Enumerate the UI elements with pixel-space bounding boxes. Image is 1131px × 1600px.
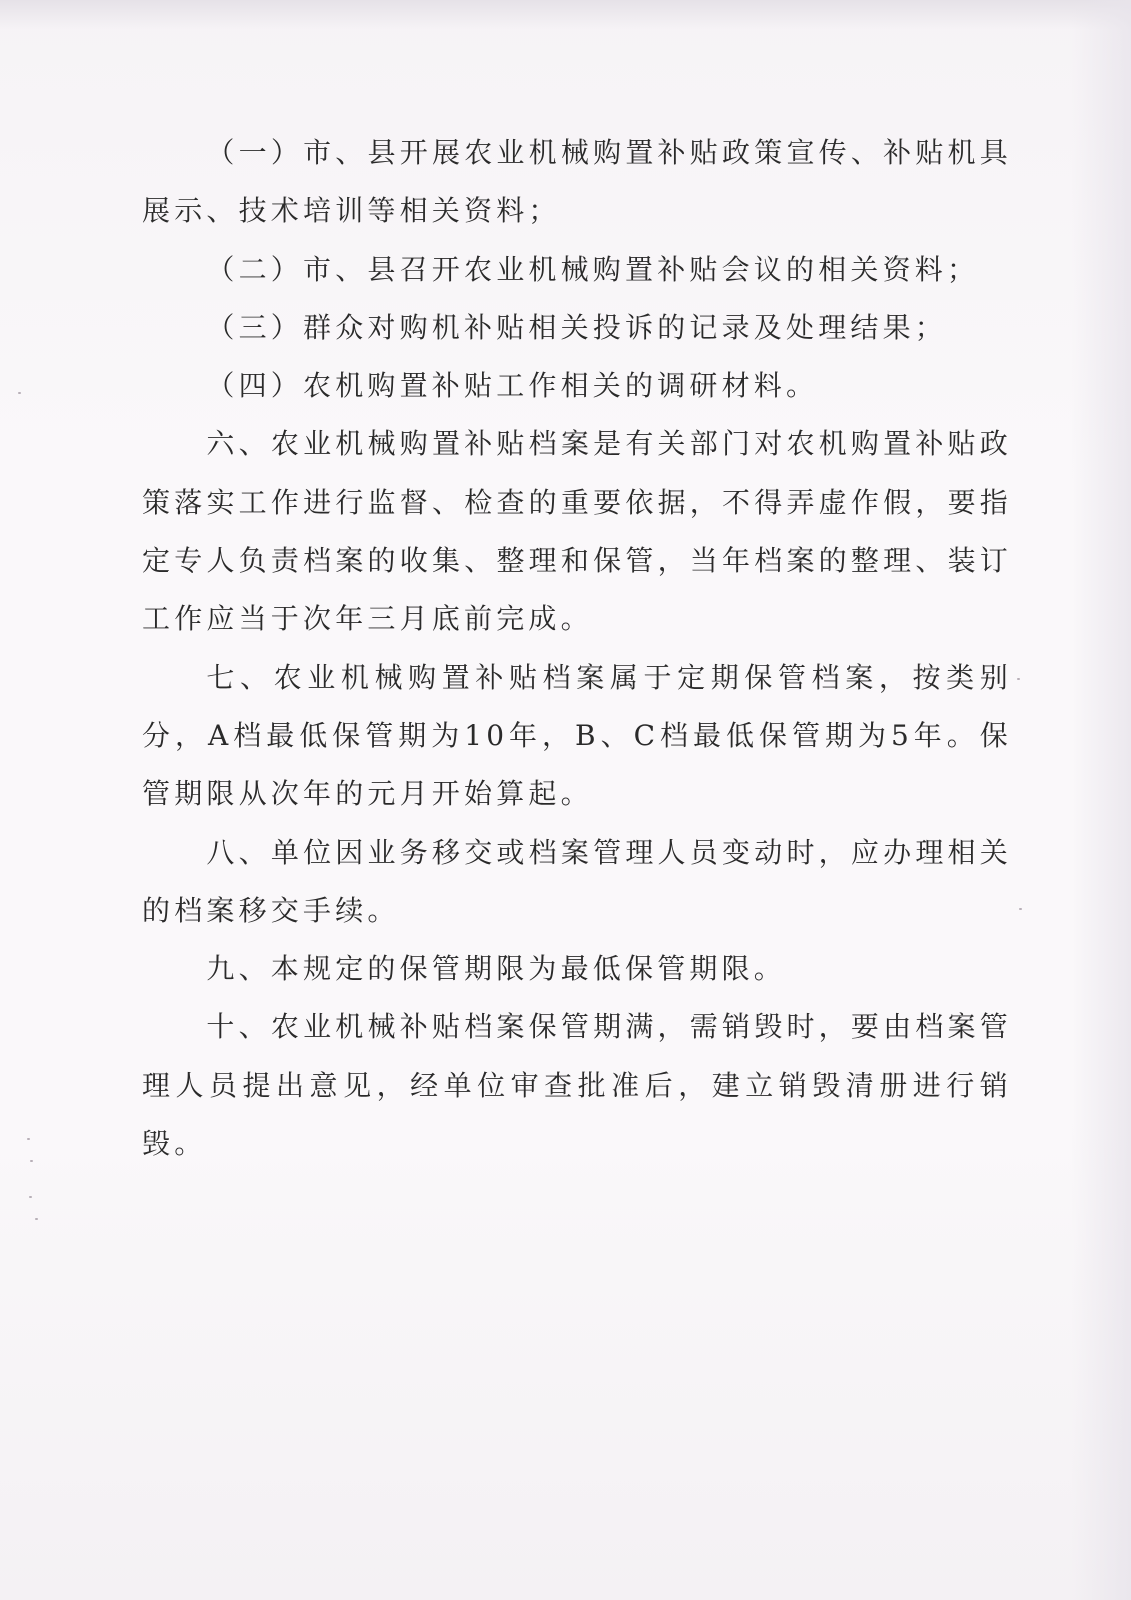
paragraph-item-1: （一）市、县开展农业机械购置补贴政策宣传、补贴机具展示、技术培训等相关资料； bbox=[142, 136, 1012, 228]
paragraph-item-3: （三）群众对购机补贴相关投诉的记录及处理结果； bbox=[206, 310, 947, 344]
scan-speck bbox=[30, 1160, 33, 1162]
document-body bbox=[142, 124, 1012, 1173]
paragraph-article-6: 六、农业机械购置补贴档案是有关部门对农机购置补贴政策落实工作进行监督、检查的重要依据，不得弄虚作假，要指定专人负责档案的收集、整理和保管，当年档案的整理、装订工作应当于次年三月底前完成。 bbox=[142, 427, 1012, 636]
scan-speck bbox=[1017, 678, 1020, 680]
scan-speck bbox=[18, 392, 21, 394]
scan-speck bbox=[1019, 908, 1022, 910]
scan-top-shadow bbox=[0, 0, 1131, 30]
paragraph-article-10: 十、农业机械补贴档案保管期满，需销毁时，要由档案管理人员提出意见，经单位审查批准后，建立销毁清册进行销毁。 bbox=[142, 1010, 1012, 1161]
scan-speck bbox=[29, 1196, 32, 1198]
paragraph-item-4: （四）农机购置补贴工作相关的调研材料。 bbox=[206, 369, 819, 403]
scan-edge-shadow bbox=[1071, 0, 1131, 1600]
paragraph-item-2: （二）市、县召开农业机械购置补贴会议的相关资料； bbox=[206, 252, 980, 286]
scan-speck bbox=[35, 1218, 38, 1220]
scan-speck bbox=[27, 1138, 30, 1140]
paragraph-article-8: 八、单位因业务移交或档案管理人员变动时，应办理相关的档案移交手续。 bbox=[142, 835, 1012, 927]
paragraph-article-7: 七、农业机械购置补贴档案属于定期保管档案，按类别分，A档最低保管期为10年，B、C档最低保管期为5年。保管期限从次年的元月开始算起。 bbox=[142, 660, 1012, 811]
paragraph-article-9: 九、本规定的保管期限为最低保管期限。 bbox=[206, 952, 786, 986]
